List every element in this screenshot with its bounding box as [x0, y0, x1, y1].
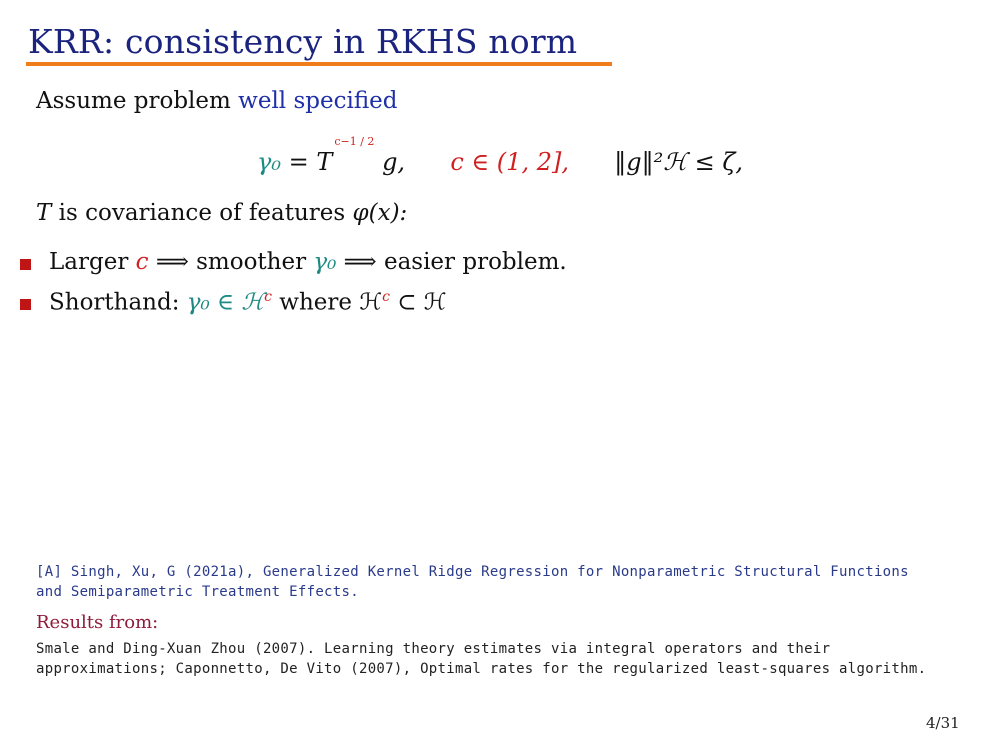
- bullet-1-c: c: [135, 249, 149, 275]
- bullet-item: [49, 249, 567, 275]
- bullet-2-gamma: γ₀ ∈ ℋ: [186, 289, 265, 316]
- bullet-1-text-d: ⟹ easier problem.: [336, 249, 567, 275]
- bullet-2-csup2: c: [382, 289, 390, 305]
- cov-text: is covariance of features: [51, 200, 353, 226]
- assume-highlight: well specified: [238, 88, 398, 114]
- eq-g: g,: [374, 148, 406, 176]
- title-underline: [26, 62, 612, 66]
- eq-norm: ‖g‖²ℋ ≤ ζ,: [614, 148, 743, 176]
- equation: [257, 135, 743, 176]
- bullet-2-csup: c: [264, 289, 272, 305]
- bullet-2-text-d: ⊂ ℋ: [389, 289, 447, 316]
- eq-exponent-text: c−1 / 2: [334, 135, 375, 148]
- reference-a-line-1: [A] Singh, Xu, G (2021a), Generalized Kernel Ridge Regression for Nonparametric Structural Functions: [36, 564, 909, 580]
- cov-phi: φ(x):: [352, 200, 408, 226]
- bullet-marker: [20, 259, 31, 270]
- bullet-1-text-b: ⟹ smoother: [148, 249, 314, 275]
- bullet-1-text-a: Larger: [49, 249, 136, 275]
- reference-b-line-1: Smale and Ding-Xuan Zhou (2007). Learning theory estimates via integral operators and their: [36, 641, 831, 657]
- slide-title: KRR: consistency in RKHS norm: [28, 22, 578, 61]
- page-number: 4/31: [926, 714, 960, 732]
- bullet-1-gamma: γ₀: [313, 249, 337, 275]
- covariance-line: [36, 200, 407, 226]
- eq-gamma0: γ₀: [257, 148, 281, 176]
- bullet-2-text-a: Shorthand:: [49, 289, 187, 316]
- bullet-2-text-b: where ℋ: [271, 289, 383, 316]
- assume-line: [36, 88, 398, 114]
- eq-T: T: [316, 148, 333, 176]
- results-label: Results from:: [36, 612, 159, 633]
- eq-exponent: [334, 136, 374, 147]
- eq-equals: =: [280, 148, 317, 176]
- reference-b-line-2: approximations; Caponnetto, De Vito (2007), Optimal rates for the regularized least-squares algorithm.: [36, 661, 927, 677]
- bullet-item: [49, 289, 447, 316]
- eq-c-condition: c ∈ (1, 2],: [450, 148, 569, 176]
- assume-prefix: Assume problem: [36, 88, 231, 114]
- reference-a-line-2: and Semiparametric Treatment Effects.: [36, 584, 359, 600]
- cov-T: T: [36, 200, 52, 226]
- bullet-marker: [20, 299, 31, 310]
